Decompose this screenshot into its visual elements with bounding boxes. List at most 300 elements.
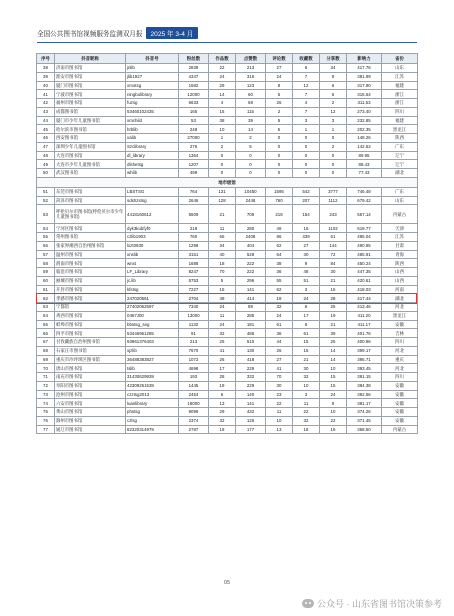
cell-works: 0 (209, 169, 236, 178)
cell-seq: 65 (37, 320, 55, 329)
cell-name: 厦门市少年儿童图书馆 (55, 116, 126, 125)
cell-shares: 15 (320, 373, 347, 382)
cell-likes: 296 (236, 276, 266, 285)
cell-works: 32 (209, 329, 236, 338)
cell-name: 黄山市图书馆 (55, 408, 126, 417)
cell-works: 18 (209, 425, 236, 434)
table-row (37, 381, 418, 390)
table-row (37, 320, 418, 329)
cell-influence: 381.99 (347, 72, 382, 81)
cell-shares: 0 (320, 151, 347, 160)
cell-province: 河北 (382, 364, 418, 373)
cell-fans: 165 (179, 107, 209, 116)
table-row (37, 169, 418, 178)
cell-works: 28 (209, 373, 236, 382)
cell-influence: 567.14 (347, 205, 382, 224)
cell-influence: 490.95 (347, 241, 382, 250)
cell-works: 131 (209, 187, 236, 196)
column-header: 序号 (37, 54, 55, 64)
cell-comments: 64 (266, 250, 293, 259)
cell-province: 浙江 (382, 90, 418, 99)
ranking-table (36, 53, 418, 434)
cell-comments: 218 (266, 205, 293, 224)
cell-works: 0 (209, 151, 236, 160)
cell-shares: 25 (320, 338, 347, 347)
cell-name: 大连市少年儿童图书馆 (55, 160, 126, 169)
cell-influence: 485.91 (347, 250, 382, 259)
cell-acct: bbstsg_seg (126, 320, 179, 329)
cell-likes: 2408 (236, 233, 266, 242)
cell-works: 24 (209, 303, 236, 312)
cell-likes: 709 (236, 205, 266, 224)
cell-fans: 1582 (179, 81, 209, 90)
cell-influence: 311.53 (347, 99, 382, 108)
cell-seq: 57 (37, 250, 55, 259)
cell-seq: 76 (37, 416, 55, 425)
cell-name: 开封市图书馆 (55, 285, 126, 294)
cell-likes: 0 (236, 160, 266, 169)
cell-likes: 528 (236, 250, 266, 259)
cell-comments: 22 (266, 399, 293, 408)
cell-influence: 77.43 (347, 169, 382, 178)
cell-influence: 89.95 (347, 151, 382, 160)
cell-province: 黑龙江 (382, 125, 418, 134)
cell-shares: 1 (320, 125, 347, 134)
cell-acct: lxzt0930 (126, 241, 179, 250)
cell-acct: 36488383827 (126, 355, 179, 364)
cell-favorites: 439 (293, 233, 320, 242)
cell-shares: 19 (320, 311, 347, 320)
cell-shares: 39 (320, 329, 347, 338)
cell-favorites: 15 (293, 346, 320, 355)
cell-province: 安徽 (382, 381, 418, 390)
cell-name: 四平市图书馆 (55, 329, 126, 338)
cell-name: 温州市图书馆 (55, 250, 126, 259)
cell-province: 四川 (382, 338, 418, 347)
cell-works: 14 (209, 90, 236, 99)
cell-name: 呼伦贝尔市图书馆(呼伦贝尔市少年儿童图书馆) (55, 205, 126, 224)
cell-province: 福建 (382, 81, 418, 90)
cell-seq: 61 (37, 285, 55, 294)
cell-favorites: 15 (293, 338, 320, 347)
cell-influence: 413.46 (347, 303, 382, 312)
cell-comments: 5 (266, 116, 293, 125)
cell-fans: 12000 (179, 90, 209, 99)
cell-works: 2 (209, 142, 236, 151)
cell-likes: 141 (236, 399, 266, 408)
cell-favorites: 10 (293, 381, 320, 390)
table-row (37, 399, 418, 408)
table-row (37, 373, 418, 382)
cell-acct: czlib1903 (126, 233, 179, 242)
cell-name: 深圳少年儿童图书馆 (55, 142, 126, 151)
cell-province: 天津 (382, 224, 418, 233)
cell-influence: 374.26 (347, 408, 382, 417)
cell-fans: 91 (179, 329, 209, 338)
cell-province: 湖北 (382, 169, 418, 178)
table-row (37, 151, 418, 160)
cell-influence: 317.90 (347, 81, 382, 90)
cell-favorites: 18 (293, 425, 320, 434)
cell-acct: LBSTSG (126, 187, 179, 196)
table-row (37, 425, 418, 434)
cell-fans: 764 (179, 187, 209, 196)
cell-comments: 70 (266, 373, 293, 382)
cell-name: 厦门市图书馆 (55, 81, 126, 90)
cell-shares: 84 (320, 259, 347, 268)
table-row (37, 90, 418, 99)
watermark-text: 公众号 · 山东省图书馆决策参考 (317, 599, 442, 609)
cell-name: 成都图书馆 (55, 107, 126, 116)
cell-seq: 39 (37, 72, 55, 81)
cell-favorites: 30 (293, 364, 320, 373)
cell-comments: 41 (266, 364, 293, 373)
cell-favorites: 0 (293, 169, 320, 178)
cell-acct: dyk3kubfyf0 (126, 224, 179, 233)
cell-favorites: 24 (293, 294, 320, 303)
table-row (37, 390, 418, 399)
cell-fans: 2787 (179, 425, 209, 434)
cell-shares: 28 (320, 294, 347, 303)
cell-shares: 2 (320, 99, 347, 108)
cell-acct: 0467J00 (126, 311, 179, 320)
cell-seq: 44 (37, 116, 55, 125)
cell-influence: 417.76 (347, 64, 382, 73)
cell-works: 4 (209, 99, 236, 108)
cell-favorites: 0 (293, 134, 320, 143)
cell-comments: 5 (266, 90, 293, 99)
cell-shares: 14 (320, 346, 347, 355)
cell-name: 蚌埠市图书馆 (55, 320, 126, 329)
cell-comments: 0 (266, 169, 293, 178)
cell-name: 常州图书馆 (55, 233, 126, 242)
cell-comments: 2 (266, 107, 293, 116)
cell-works: 65 (209, 233, 236, 242)
cell-acct: dlshetsg (126, 160, 179, 169)
cell-province: 广东 (382, 142, 418, 151)
cell-name: 济南市图书馆 (55, 64, 126, 73)
cell-favorites: 3 (293, 390, 320, 399)
cell-shares: 72 (320, 250, 347, 259)
cell-name: 丽城市图书馆 (55, 276, 126, 285)
cell-comments: 26 (266, 346, 293, 355)
report-header (37, 26, 198, 40)
cell-province: 湖北 (382, 294, 418, 303)
cell-favorites: 32 (293, 373, 320, 382)
cell-likes: 115 (236, 107, 266, 116)
cell-seq: 66 (37, 329, 55, 338)
cell-influence: 401.76 (347, 329, 382, 338)
cell-fans: 7227 (179, 285, 209, 294)
cell-likes: 418 (236, 355, 266, 364)
cell-favorites: 154 (293, 205, 320, 224)
cell-favorites: 48 (293, 268, 320, 277)
cell-seq: 77 (37, 425, 55, 434)
cell-seq: 59 (37, 268, 55, 277)
cell-name: 临沧市图书馆 (55, 268, 126, 277)
cell-influence: 411.20 (347, 311, 382, 320)
cell-shares: 243 (320, 205, 347, 224)
cell-shares: 3777 (320, 187, 347, 196)
table-row (37, 408, 418, 417)
cell-acct: hrblib (126, 125, 179, 134)
table-row (37, 125, 418, 134)
cell-seq: 40 (37, 81, 55, 90)
cell-seq: 63 (37, 303, 55, 312)
column-header: 作品数 (209, 54, 236, 64)
cell-province: 河北 (382, 346, 418, 355)
cell-shares: 6 (320, 90, 347, 99)
cell-province: 辽宁 (382, 160, 418, 169)
cell-favorites: 207 (293, 196, 320, 205)
table-row (37, 134, 418, 143)
cell-fans: 7340 (179, 303, 209, 312)
cell-fans: 218 (179, 224, 209, 233)
cell-acct: 53460102435 (126, 107, 179, 116)
cell-works: 70 (209, 268, 236, 277)
cell-seq: 75 (37, 408, 55, 417)
cell-works: 41 (209, 346, 236, 355)
cell-favorites: 21 (293, 355, 320, 364)
cell-shares: 12 (320, 107, 347, 116)
cell-fans: 193 (179, 373, 209, 382)
cell-seq: 55 (37, 233, 55, 242)
cell-comments: 24 (266, 72, 293, 81)
cell-comments: 36 (266, 268, 293, 277)
cell-fans: 6633 (179, 99, 209, 108)
cell-fans: 4347 (179, 72, 209, 81)
cell-comments: 32 (266, 303, 293, 312)
table-row (37, 196, 418, 205)
cell-favorites: 6 (293, 64, 320, 73)
cell-seq: 52 (37, 196, 55, 205)
cell-seq: 53 (37, 205, 55, 224)
table-row (37, 81, 418, 90)
cell-works: 29 (209, 408, 236, 417)
cell-likes: 0 (236, 151, 266, 160)
cell-fans: 1072 (179, 355, 209, 364)
cell-name: 通辽市图书馆 (55, 425, 126, 434)
cell-works: 49 (209, 294, 236, 303)
report-date-badge: 2025 年 3-4 月 (146, 27, 199, 39)
section-label: 地市级馆 (37, 177, 418, 187)
cell-seq: 54 (37, 224, 55, 233)
cell-province: 山东 (382, 64, 418, 73)
cell-likes: 510 (236, 338, 266, 347)
cell-fans: 2374 (179, 416, 209, 425)
section-row (37, 177, 418, 187)
cell-shares: 2 (320, 142, 347, 151)
cell-seq: 49 (37, 160, 55, 169)
table-row (37, 99, 418, 108)
cell-seq: 70 (37, 364, 55, 373)
cell-works: 1 (209, 134, 236, 143)
cell-comments: 36 (266, 329, 293, 338)
cell-likes: 39 (236, 116, 266, 125)
table-row (37, 364, 418, 373)
cell-influence: 679.42 (347, 196, 382, 205)
cell-influence: 382.56 (347, 390, 382, 399)
column-header: 影响力 (347, 54, 382, 64)
cell-province: 山东 (382, 196, 418, 205)
cell-influence: 384.38 (347, 381, 382, 390)
watermark (302, 597, 442, 610)
cell-comments: 86 (266, 233, 293, 242)
column-header: 抖音号 (126, 54, 179, 64)
cell-province: 江苏 (382, 72, 418, 81)
cell-fans: 2704 (179, 294, 209, 303)
cell-name: 宁河区图书馆 (55, 224, 126, 233)
table-row (37, 142, 418, 151)
cell-acct: xalib (126, 134, 179, 143)
cell-fans: 1298 (179, 241, 209, 250)
cell-name: 滁州市图书馆 (55, 416, 126, 425)
cell-name: 宁都馆 (55, 303, 126, 312)
cell-acct: 93961376403 (126, 338, 179, 347)
cell-shares: 1102 (320, 224, 347, 233)
cell-name: 阜阳市图书馆 (55, 381, 126, 390)
cell-favorites: 1 (293, 125, 320, 134)
column-header: 省份 (382, 54, 418, 64)
cell-favorites: 542 (293, 187, 320, 196)
cell-favorites: 0 (293, 160, 320, 169)
cell-seq: 51 (37, 187, 55, 196)
cell-shares: 34 (320, 64, 347, 73)
cell-likes: 2448 (236, 196, 266, 205)
cell-influence: 400.96 (347, 338, 382, 347)
cell-fans: 1207 (179, 160, 209, 169)
cell-works: 15 (209, 285, 236, 294)
cell-shares: 61 (320, 233, 347, 242)
cell-favorites: 0 (293, 142, 320, 151)
cell-fans: 213 (179, 338, 209, 347)
cell-name: 六安市图书馆 (55, 399, 126, 408)
cell-name: 菏泽市图书馆 (55, 196, 126, 205)
cell-likes: 60 (236, 90, 266, 99)
cell-works: 34 (209, 241, 236, 250)
cell-works: 24 (209, 320, 236, 329)
column-header: 分享数 (320, 54, 347, 64)
cell-works: 10 (209, 125, 236, 134)
cell-name: 沧州市图书馆 (55, 390, 126, 399)
cell-likes: 316 (236, 72, 266, 81)
cell-likes: 229 (236, 381, 266, 390)
cell-fans: 248 (179, 125, 209, 134)
cell-works: 19 (209, 381, 236, 390)
cell-likes: 130 (236, 346, 266, 355)
table-row (37, 72, 418, 81)
cell-acct: LF_Library (126, 268, 179, 277)
cell-shares: 24 (320, 390, 347, 399)
cell-fans: 4698 (179, 364, 209, 373)
cell-seq: 71 (37, 373, 55, 382)
cell-fans: 13000 (179, 311, 209, 320)
cell-acct: czlsg (126, 416, 179, 425)
cell-likes: 486 (236, 329, 266, 338)
cell-influence: 393.45 (347, 364, 382, 373)
cell-comments: 10 (266, 416, 293, 425)
cell-likes: 404 (236, 241, 266, 250)
cell-shares: 0 (320, 169, 347, 178)
cell-influence: 411.17 (347, 320, 382, 329)
cell-province: 四川 (382, 107, 418, 116)
page-number: 05 (223, 580, 231, 586)
cell-influence: 368.50 (347, 425, 382, 434)
cell-seq: 48 (37, 151, 55, 160)
cell-comments: 24 (266, 311, 293, 320)
cell-likes: 140 (236, 390, 266, 399)
cell-shares: 21 (320, 276, 347, 285)
column-header: 点赞数 (236, 54, 266, 64)
cell-fans: 276 (179, 142, 209, 151)
cell-shares: 1112 (320, 196, 347, 205)
cell-seq: 41 (37, 90, 55, 99)
cell-acct: 247020561 (126, 294, 179, 303)
cell-name: 石家庄市图书馆 (55, 346, 126, 355)
cell-fans: 2454 (179, 390, 209, 399)
cell-acct: Szclibrary (126, 142, 179, 151)
cell-likes: 229 (236, 364, 266, 373)
cell-comments: 55 (266, 276, 293, 285)
cell-likes: 213 (236, 64, 266, 73)
cell-works: 15 (209, 107, 236, 116)
cell-likes: 280 (236, 224, 266, 233)
cell-influence: 273.40 (347, 107, 382, 116)
cell-province: 浙江 (382, 99, 418, 108)
table-body (37, 64, 418, 434)
table-row (37, 355, 418, 364)
cell-fans: 1364 (179, 151, 209, 160)
cell-acct: 42309251539 (126, 381, 179, 390)
cell-acct: 27402062697 (126, 303, 179, 312)
cell-seq: 74 (37, 399, 55, 408)
cell-favorites: 51 (293, 276, 320, 285)
cell-acct: jlib1927 (126, 72, 179, 81)
column-header: 评论数 (266, 54, 293, 64)
cell-seq: 68 (37, 346, 55, 355)
cell-influence: 420.61 (347, 276, 382, 285)
cell-comments: 23 (266, 390, 293, 399)
cell-favorites: 17 (293, 311, 320, 320)
cell-acct: luanlibrary (126, 399, 179, 408)
cell-province: 吉林 (382, 329, 418, 338)
table-row (37, 268, 418, 277)
cell-comments: 13 (266, 425, 293, 434)
cell-comments: 44 (266, 338, 293, 347)
cell-province: 安徽 (382, 416, 418, 425)
cell-name: 哈尔滨市图书馆 (55, 125, 126, 134)
cell-works: 128 (209, 196, 236, 205)
table-row (37, 160, 418, 169)
cell-acct: xnslib (126, 250, 179, 259)
table-row (37, 107, 418, 116)
cell-province: 安徽 (382, 390, 418, 399)
cell-influence: 399.17 (347, 346, 382, 355)
cell-comments: 0 (266, 142, 293, 151)
cell-works: 29 (209, 81, 236, 90)
cell-likes: 89 (236, 303, 266, 312)
cell-seq: 72 (37, 381, 55, 390)
table-row (37, 259, 418, 268)
cell-influence: 232.85 (347, 116, 382, 125)
table-row (37, 116, 418, 125)
cell-acct: ningbolibrary (126, 90, 179, 99)
cell-province: 安徽 (382, 320, 418, 329)
cell-shares: 9 (320, 72, 347, 81)
cell-likes: 2 (236, 134, 266, 143)
cell-favorites: 16 (293, 224, 320, 233)
cell-shares: 30 (320, 268, 347, 277)
